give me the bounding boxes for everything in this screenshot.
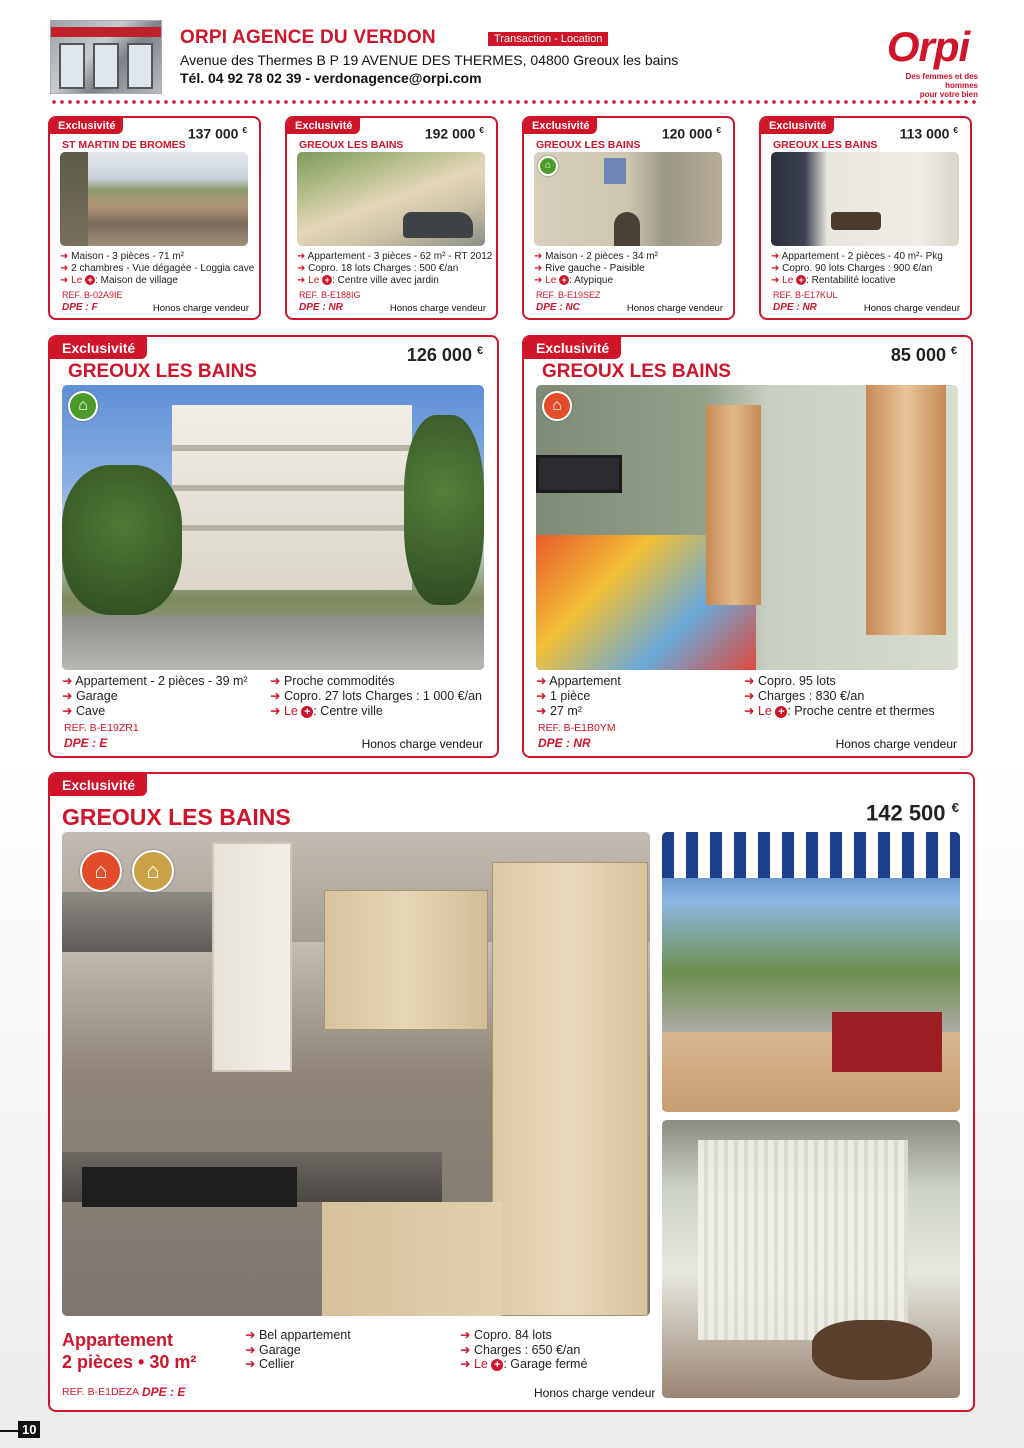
logo-tagline-2: pour votre bien (919, 90, 978, 99)
listing-features-left: ➜ Bel appartement ➜ Garage ➜ Cellier (245, 1328, 351, 1371)
exclusivite-badge: Exclusivité (524, 337, 621, 359)
honos-note: Honos charge vendeur (152, 303, 249, 314)
exclusivite-badge: Exclusivité (287, 118, 360, 134)
agency-storefront-photo (50, 20, 162, 94)
property-type: Appartement (62, 1330, 174, 1350)
listing-photo[interactable] (297, 152, 485, 246)
listing-card-medium[interactable] (48, 335, 499, 758)
living-room-photo[interactable] (662, 1120, 960, 1398)
listing-card-small[interactable] (522, 116, 735, 320)
page-number: 10 (18, 1421, 40, 1438)
honos-note: Honos charge vendeur (626, 303, 723, 314)
listing-ref: REF. B-E17KUL (773, 290, 838, 300)
listing-ref: REF. B-E19SEZ (536, 290, 601, 300)
listing-city: GREOUX LES BAINS (773, 139, 878, 151)
heart-house-icon: ⌂ (542, 391, 572, 421)
listing-city: GREOUX LES BAINS (68, 361, 257, 382)
listing-dpe: DPE : NR (538, 736, 591, 750)
star-house-icon: ⌂ (132, 850, 174, 892)
agency-address: Avenue des Thermes B P 19 AVENUE DES THERMES, 04800 Greoux les bains (180, 52, 679, 68)
listing-features-left: ➜ Appartement - 2 pièces - 39 m² ➜ Garage ➜ Cave (62, 674, 248, 718)
agency-contact: Tél. 04 92 78 02 39 - verdonagence@orpi.com (180, 70, 482, 86)
listing-card-small[interactable] (759, 116, 972, 320)
listing-features-right: ➜ Copro. 84 lots ➜ Charges : 650 €/an ➜ Le + : Garage fermé (460, 1328, 588, 1371)
balcony-photo[interactable] (662, 832, 960, 1112)
listing-dpe: DPE : NR (299, 302, 343, 313)
listing-features: ➜ Appartement - 3 pièces - 62 m² - RT 2012 ➜ Copro. 18 lots Charges : 500 €/an ➜ Le + : Centre ville avec jardin (297, 251, 493, 286)
listing-price: 126 000 € (406, 345, 483, 365)
listing-city: GREOUX LES BAINS (299, 139, 404, 151)
listing-photo[interactable] (62, 385, 484, 670)
listing-price: 137 000 € (187, 125, 247, 142)
listing-features-right: ➜ Copro. 95 lots ➜ Charges : 830 €/an ➜ Le + : Proche centre et thermes (744, 674, 935, 718)
exclusivite-badge: Exclusivité (524, 118, 597, 134)
eco-house-icon: ⌂ (68, 391, 98, 421)
listing-photo[interactable] (536, 385, 958, 670)
listing-ref: REF. B-E188IG (299, 290, 361, 300)
honos-note: Honos charge vendeur (389, 303, 486, 314)
listing-dpe: DPE : E (64, 736, 108, 750)
exclusivite-badge: Exclusivité (50, 337, 147, 359)
listing-ref: REF. B-E19ZR1 (64, 722, 139, 734)
logo-wordmark: Orpi (886, 23, 970, 70)
listing-ref: REF. B-E1DEZA (62, 1386, 140, 1398)
listing-price: 120 000 € (661, 125, 721, 142)
listing-city: GREOUX LES BAINS (542, 361, 731, 382)
exclusivite-badge: Exclusivité (50, 774, 147, 796)
listing-price: 113 000 € (899, 125, 958, 142)
property-size: 2 pièces • 30 m² (62, 1352, 197, 1372)
listing-features-right: ➜ Proche commodités ➜ Copro. 27 lots Charges : 1 000 €/an ➜ Le + : Centre ville (270, 674, 483, 718)
logo-tagline-1: Des femmes et des hommes (905, 72, 978, 90)
listing-city: GREOUX LES BAINS (62, 804, 291, 830)
listing-dpe: DPE : NR (773, 302, 817, 313)
listing-photo[interactable] (534, 152, 722, 246)
agency-name: ORPI AGENCE DU VERDON (180, 27, 436, 48)
exclusivite-badge: Exclusivité (761, 118, 834, 134)
listing-features: ➜ Maison - 3 pièces - 71 m² ➜ 2 chambres - Vue dégagée - Loggia cave ➜ Le + : Maison de village (60, 251, 255, 286)
heart-house-icon: ⌂ (80, 850, 122, 892)
listing-card-small[interactable] (48, 116, 261, 320)
honos-note: Honos charge vendeur (534, 1386, 656, 1400)
transaction-location-badge: Transaction - Location (488, 32, 608, 46)
honos-note: Honos charge vendeur (835, 737, 957, 751)
listing-price: 192 000 € (424, 125, 484, 142)
listing-card-large[interactable] (48, 772, 975, 1412)
page-number-rule (0, 1430, 18, 1432)
listing-dpe: DPE : NC (536, 302, 580, 313)
listing-city: GREOUX LES BAINS (536, 139, 641, 151)
listing-price: 142 500 € (866, 800, 959, 826)
exclusivite-badge: Exclusivité (50, 118, 123, 134)
honos-note: Honos charge vendeur (361, 737, 483, 751)
listing-dpe: DPE : F (62, 302, 98, 313)
listing-features: ➜ Maison - 2 pièces - 34 m² ➜ Rive gauche - Paisible ➜ Le + : Atypique (534, 251, 658, 286)
listing-features-left: ➜ Appartement ➜ 1 pièce ➜ 27 m² (536, 674, 621, 718)
listing-dpe: DPE : E (142, 1385, 186, 1399)
listing-photo[interactable] (771, 152, 959, 246)
listing-photo[interactable] (60, 152, 248, 246)
listing-city: ST MARTIN DE BROMES (62, 139, 186, 151)
kitchen-photo[interactable] (62, 832, 650, 1316)
listing-features: ➜ Appartement - 2 pièces - 40 m²- Pkg ➜ Copro. 90 lots Charges : 900 €/an ➜ Le + : Rentabilité locative (771, 251, 943, 286)
listing-ref: REF. B-E1B0YM (538, 722, 616, 734)
listing-ref: REF. B-02A9IE (62, 290, 123, 300)
orpi-logo (878, 22, 978, 99)
listing-price: 85 000 € (890, 345, 957, 365)
eco-house-icon: ⌂ (538, 156, 558, 176)
listing-card-medium[interactable] (522, 335, 973, 758)
dotted-divider (50, 100, 978, 104)
listing-card-small[interactable] (285, 116, 498, 320)
honos-note: Honos charge vendeur (863, 303, 960, 314)
